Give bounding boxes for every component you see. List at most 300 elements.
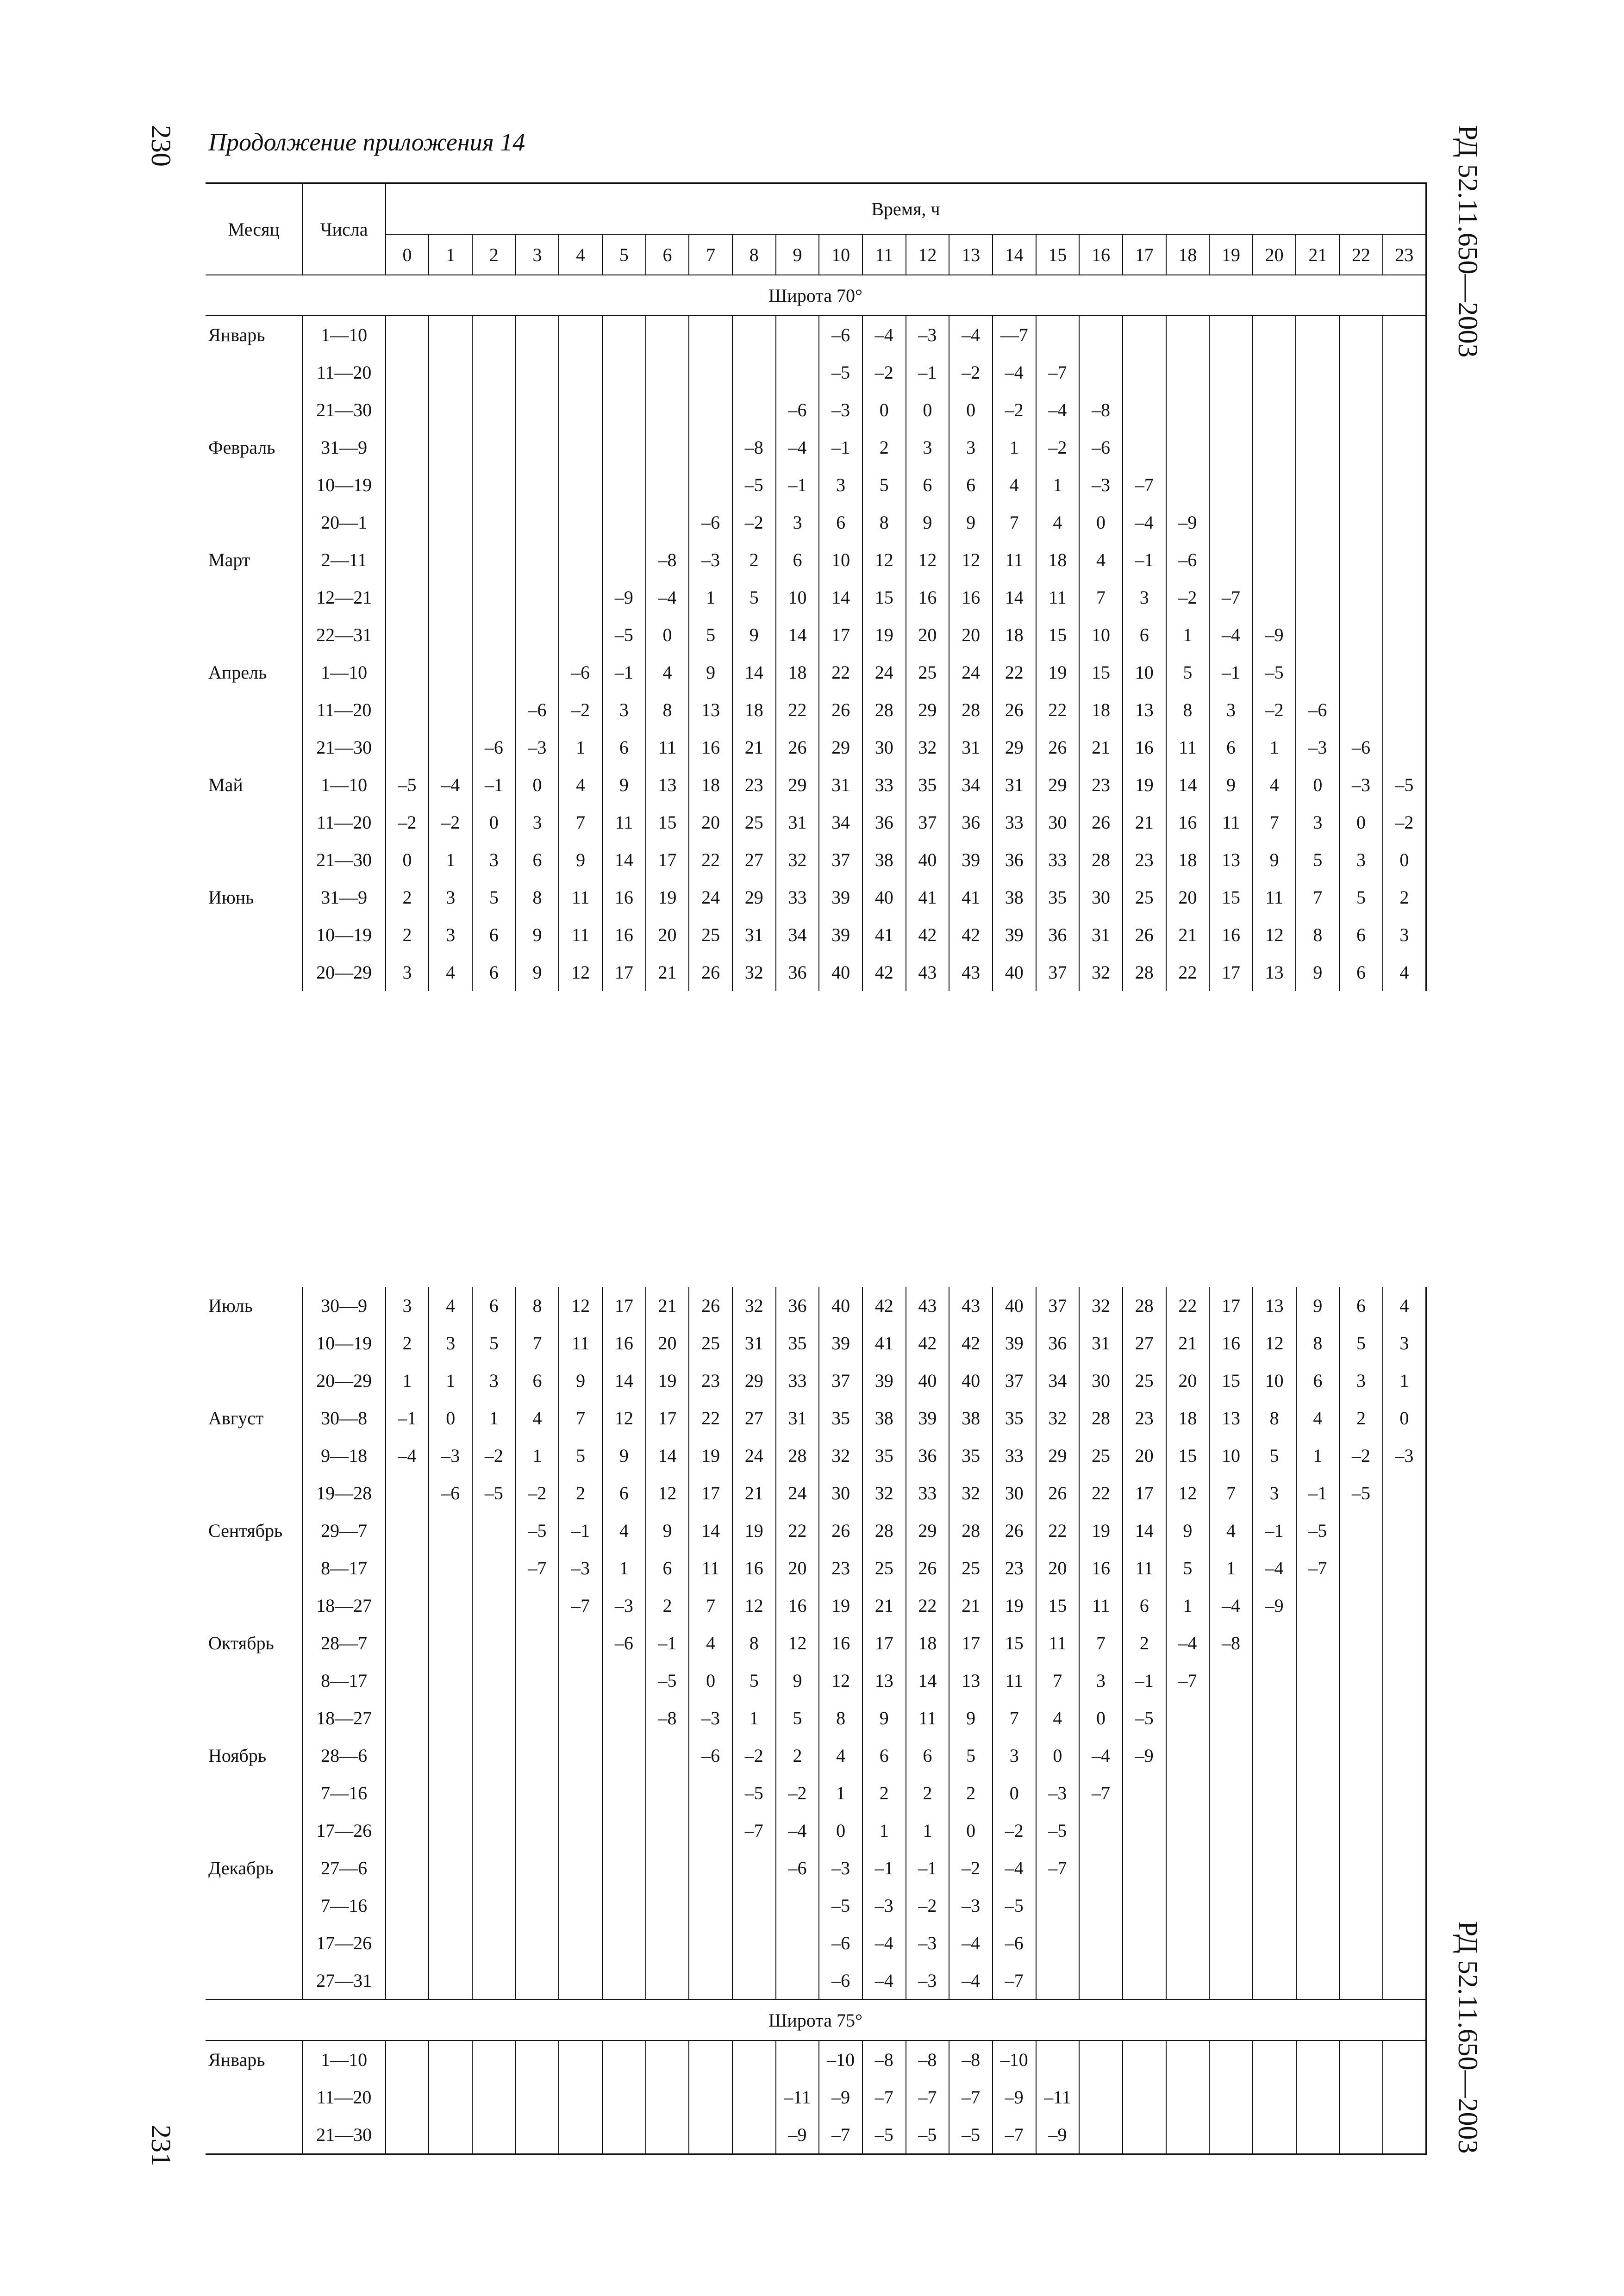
- data-table-lower: [206, 1287, 1427, 2155]
- value-cell: [429, 1849, 472, 1887]
- document-code-bottom: РД 52.11.650—2003: [1453, 1921, 1483, 2154]
- value-cell: 12: [819, 1662, 862, 1699]
- value-cell: 7: [689, 1587, 732, 1624]
- value-cell: 5: [776, 1699, 819, 1737]
- value-cell: 2: [906, 1774, 949, 1812]
- value-cell: 29: [906, 1512, 949, 1549]
- value-cell: 11: [1123, 1549, 1166, 1587]
- value-cell: –6: [516, 691, 559, 729]
- value-cell: 39: [819, 916, 862, 954]
- month-cell: [206, 804, 302, 841]
- dates-cell: 31—9: [302, 429, 385, 466]
- value-cell: 6: [516, 1362, 559, 1399]
- value-cell: 42: [862, 954, 906, 991]
- value-cell: [1209, 1962, 1253, 2000]
- value-cell: –5: [732, 1774, 776, 1812]
- value-cell: [646, 1774, 689, 1812]
- value-cell: –3: [906, 1962, 949, 2000]
- value-cell: [472, 691, 516, 729]
- value-cell: [1079, 1812, 1123, 1849]
- value-cell: 6: [602, 729, 646, 766]
- dates-cell: 1—10: [302, 316, 385, 354]
- value-cell: 4: [559, 766, 602, 804]
- value-cell: 7: [1253, 804, 1296, 841]
- value-cell: 8: [1253, 1399, 1296, 1437]
- value-cell: 2: [646, 1587, 689, 1624]
- value-cell: [1079, 1924, 1123, 1962]
- value-cell: [732, 2078, 776, 2116]
- value-cell: 0: [993, 1774, 1036, 1812]
- value-cell: 16: [602, 1324, 646, 1362]
- value-cell: –2: [949, 354, 993, 391]
- value-cell: 34: [776, 916, 819, 954]
- value-cell: [429, 316, 472, 354]
- value-cell: [559, 1924, 602, 1962]
- value-cell: –2: [862, 354, 906, 391]
- dates-cell: 30—9: [302, 1287, 385, 1324]
- value-cell: 22: [906, 1587, 949, 1624]
- value-cell: 19: [993, 1587, 1036, 1624]
- value-cell: 7: [993, 1699, 1036, 1737]
- value-cell: [689, 2040, 732, 2078]
- value-cell: –6: [819, 316, 862, 354]
- value-cell: 3: [1339, 1362, 1383, 1399]
- value-cell: [386, 1624, 429, 1662]
- value-cell: [1123, 2116, 1166, 2154]
- value-cell: 9: [949, 1699, 993, 1737]
- value-cell: 39: [993, 1324, 1036, 1362]
- value-cell: 32: [1079, 1287, 1123, 1324]
- value-cell: [1339, 654, 1383, 691]
- value-cell: –4: [1209, 1587, 1253, 1624]
- value-cell: 18: [906, 1624, 949, 1662]
- value-cell: 13: [646, 766, 689, 804]
- value-cell: [516, 1812, 559, 1849]
- value-cell: [1036, 316, 1080, 354]
- value-cell: 5: [559, 1437, 602, 1474]
- dates-cell: 21—30: [302, 391, 385, 429]
- value-cell: [689, 1924, 732, 1962]
- value-cell: 4: [516, 1399, 559, 1437]
- value-cell: –5: [1036, 1812, 1080, 1849]
- value-cell: 34: [819, 804, 862, 841]
- value-cell: [602, 2040, 646, 2078]
- table-row: [206, 954, 1426, 991]
- value-cell: [429, 579, 472, 616]
- value-cell: 28: [1123, 954, 1166, 991]
- value-cell: [732, 316, 776, 354]
- value-cell: [1296, 429, 1339, 466]
- value-cell: 36: [776, 1287, 819, 1324]
- table-row: [206, 804, 1426, 841]
- value-cell: –1: [559, 1512, 602, 1549]
- value-cell: [1383, 1512, 1426, 1549]
- value-cell: –1: [1253, 1512, 1296, 1549]
- value-cell: 21: [1166, 1324, 1210, 1362]
- value-cell: [472, 616, 516, 654]
- header-hour: 19: [1209, 234, 1253, 275]
- value-cell: –1: [386, 1399, 429, 1437]
- value-cell: 1: [993, 429, 1036, 466]
- value-cell: 29: [732, 879, 776, 916]
- table-body-upper: [206, 275, 1426, 991]
- value-cell: [429, 1812, 472, 1849]
- value-cell: [1036, 1962, 1080, 2000]
- value-cell: 28: [1079, 841, 1123, 879]
- value-cell: 2: [862, 429, 906, 466]
- value-cell: 3: [429, 916, 472, 954]
- month-cell: [206, 1474, 302, 1512]
- value-cell: [646, 1887, 689, 1924]
- value-cell: [1383, 1774, 1426, 1812]
- value-cell: –1: [472, 766, 516, 804]
- value-cell: 4: [646, 654, 689, 691]
- value-cell: 37: [1036, 1287, 1080, 1324]
- value-cell: [429, 2040, 472, 2078]
- value-cell: [429, 466, 472, 504]
- value-cell: 24: [862, 654, 906, 691]
- month-cell: Август: [208, 1408, 264, 1429]
- value-cell: 1: [1383, 1362, 1426, 1399]
- value-cell: 12: [949, 541, 993, 579]
- table-row: [206, 1887, 1426, 1924]
- value-cell: 4: [1079, 541, 1123, 579]
- value-cell: 22: [776, 691, 819, 729]
- value-cell: [386, 1699, 429, 1737]
- value-cell: [516, 466, 559, 504]
- value-cell: 1: [1209, 1549, 1253, 1587]
- value-cell: 3: [906, 429, 949, 466]
- value-cell: [646, 391, 689, 429]
- value-cell: 18: [689, 766, 732, 804]
- value-cell: 20: [1036, 1549, 1080, 1587]
- value-cell: 8: [646, 691, 689, 729]
- table-row: [206, 391, 1426, 429]
- value-cell: [1383, 1924, 1426, 1962]
- value-cell: 11: [906, 1699, 949, 1737]
- value-cell: –7: [862, 2078, 906, 2116]
- value-cell: 0: [1296, 766, 1339, 804]
- value-cell: [1296, 616, 1339, 654]
- value-cell: [386, 729, 429, 766]
- value-cell: 6: [516, 841, 559, 879]
- month-cell: Июнь: [208, 887, 254, 908]
- value-cell: 32: [732, 1287, 776, 1324]
- value-cell: [732, 354, 776, 391]
- table-row: [206, 916, 1426, 954]
- value-cell: 13: [1253, 1287, 1296, 1324]
- value-cell: –4: [1036, 391, 1080, 429]
- table-row: [206, 841, 1426, 879]
- value-cell: [559, 616, 602, 654]
- value-cell: –2: [516, 1474, 559, 1512]
- value-cell: [1079, 1887, 1123, 1924]
- value-cell: [1383, 1887, 1426, 1924]
- value-cell: 6: [602, 1474, 646, 1512]
- value-cell: –4: [949, 1962, 993, 2000]
- table-row: [206, 654, 1426, 691]
- value-cell: [516, 579, 559, 616]
- dates-cell: 27—6: [302, 1849, 385, 1887]
- value-cell: [559, 1887, 602, 1924]
- value-cell: 0: [906, 391, 949, 429]
- value-cell: 8: [516, 879, 559, 916]
- value-cell: [386, 1812, 429, 1849]
- value-cell: –2: [906, 1887, 949, 1924]
- value-cell: –1: [862, 1849, 906, 1887]
- value-cell: 1: [429, 841, 472, 879]
- value-cell: 4: [819, 1737, 862, 1774]
- value-cell: 4: [1036, 504, 1080, 541]
- header-dates: Числа: [302, 183, 385, 275]
- value-cell: 0: [1339, 804, 1383, 841]
- value-cell: [472, 654, 516, 691]
- value-cell: [1296, 1624, 1340, 1662]
- value-cell: [1383, 1849, 1426, 1887]
- value-cell: [1383, 1812, 1426, 1849]
- value-cell: [1209, 504, 1253, 541]
- value-cell: 20: [646, 916, 689, 954]
- value-cell: [1339, 2116, 1383, 2154]
- value-cell: –8: [1209, 1624, 1253, 1662]
- value-cell: –7: [1079, 1774, 1123, 1812]
- month-cell: [206, 1324, 302, 1362]
- value-cell: [1296, 541, 1339, 579]
- value-cell: [602, 1699, 646, 1737]
- value-cell: 5: [949, 1737, 993, 1774]
- value-cell: 17: [949, 1624, 993, 1662]
- value-cell: –4: [993, 1849, 1036, 1887]
- value-cell: [689, 1774, 732, 1812]
- value-cell: 29: [1036, 1437, 1080, 1474]
- value-cell: [472, 1624, 516, 1662]
- value-cell: 9: [862, 1699, 906, 1737]
- header-hour: 13: [949, 234, 993, 275]
- value-cell: [472, 316, 516, 354]
- value-cell: [386, 616, 429, 654]
- value-cell: 31: [993, 766, 1036, 804]
- value-cell: [472, 1662, 516, 1699]
- value-cell: –4: [862, 1924, 906, 1962]
- header-hour: 12: [906, 234, 949, 275]
- value-cell: 21: [646, 954, 689, 991]
- table-row: [206, 1924, 1426, 1962]
- value-cell: [1339, 504, 1383, 541]
- month-cell: [206, 616, 302, 654]
- value-cell: 14: [1166, 766, 1210, 804]
- value-cell: [1123, 391, 1166, 429]
- value-cell: [1253, 354, 1296, 391]
- value-cell: 22: [1166, 954, 1210, 991]
- value-cell: –1: [646, 1624, 689, 1662]
- value-cell: 7: [1209, 1474, 1253, 1512]
- dates-cell: 21—30: [302, 729, 385, 766]
- dates-cell: 10—19: [302, 466, 385, 504]
- value-cell: [1296, 1924, 1340, 1962]
- value-cell: 1: [1296, 1437, 1340, 1474]
- value-cell: 17: [602, 1287, 646, 1324]
- value-cell: [472, 2078, 516, 2116]
- value-cell: –3: [819, 1849, 862, 1887]
- dates-cell: 22—31: [302, 616, 385, 654]
- value-cell: [776, 1924, 819, 1962]
- value-cell: [1253, 504, 1296, 541]
- value-cell: –7: [732, 1812, 776, 1849]
- header-hour: 11: [862, 234, 906, 275]
- value-cell: [602, 1962, 646, 2000]
- value-cell: 19: [732, 1512, 776, 1549]
- table-row: [206, 1474, 1426, 1512]
- value-cell: 12: [559, 1287, 602, 1324]
- value-cell: –9: [819, 2078, 862, 2116]
- value-cell: [1079, 316, 1123, 354]
- value-cell: [472, 1699, 516, 1737]
- value-cell: 9: [1296, 954, 1339, 991]
- dates-cell: 19—28: [302, 1474, 385, 1512]
- table-row: [206, 2078, 1426, 2116]
- value-cell: 40: [862, 879, 906, 916]
- value-cell: [1383, 1699, 1426, 1737]
- value-cell: 29: [732, 1362, 776, 1399]
- value-cell: 0: [819, 1812, 862, 1849]
- value-cell: 42: [949, 1324, 993, 1362]
- value-cell: [602, 429, 646, 466]
- value-cell: 3: [386, 954, 429, 991]
- value-cell: 11: [559, 916, 602, 954]
- month-cell: [206, 504, 302, 541]
- value-cell: [1296, 1812, 1340, 1849]
- value-cell: 15: [1166, 1437, 1210, 1474]
- value-cell: [1166, 316, 1210, 354]
- value-cell: 3: [776, 504, 819, 541]
- value-cell: 32: [1036, 1399, 1080, 1437]
- value-cell: [472, 1924, 516, 1962]
- value-cell: [1123, 354, 1166, 391]
- value-cell: 26: [776, 729, 819, 766]
- dates-cell: 29—7: [302, 1512, 385, 1549]
- value-cell: [516, 616, 559, 654]
- value-cell: 15: [646, 804, 689, 841]
- table-row: [206, 1324, 1426, 1362]
- value-cell: –4: [776, 1812, 819, 1849]
- value-cell: [1296, 579, 1339, 616]
- value-cell: [1296, 391, 1339, 429]
- value-cell: 3: [949, 429, 993, 466]
- value-cell: –6: [993, 1924, 1036, 1962]
- value-cell: 6: [776, 541, 819, 579]
- value-cell: [472, 1962, 516, 2000]
- value-cell: 23: [1123, 841, 1166, 879]
- value-cell: –7: [1209, 579, 1253, 616]
- value-cell: [386, 429, 429, 466]
- value-cell: [646, 1962, 689, 2000]
- dates-cell: 27—31: [302, 1962, 385, 2000]
- value-cell: –5: [1296, 1512, 1340, 1549]
- dates-cell: 8—17: [302, 1662, 385, 1699]
- value-cell: 25: [1079, 1437, 1123, 1474]
- value-cell: 39: [862, 1362, 906, 1399]
- value-cell: [1339, 541, 1383, 579]
- value-cell: [1296, 1662, 1340, 1699]
- value-cell: [472, 391, 516, 429]
- value-cell: 43: [949, 1287, 993, 1324]
- value-cell: 35: [862, 1437, 906, 1474]
- value-cell: 26: [993, 1512, 1036, 1549]
- value-cell: 26: [689, 954, 732, 991]
- value-cell: 6: [949, 466, 993, 504]
- value-cell: –2: [472, 1437, 516, 1474]
- value-cell: [1079, 354, 1123, 391]
- value-cell: 10: [1209, 1437, 1253, 1474]
- value-cell: 5: [1166, 1549, 1210, 1587]
- value-cell: –5: [1123, 1699, 1166, 1737]
- value-cell: 40: [819, 1287, 862, 1324]
- value-cell: [646, 1924, 689, 1962]
- value-cell: 12: [646, 1474, 689, 1512]
- value-cell: [559, 2040, 602, 2078]
- value-cell: 5: [472, 1324, 516, 1362]
- value-cell: –11: [776, 2078, 819, 2116]
- value-cell: –7: [949, 2078, 993, 2116]
- value-cell: 19: [1079, 1512, 1123, 1549]
- table-row: [206, 879, 1426, 916]
- value-cell: –7: [516, 1549, 559, 1587]
- value-cell: –3: [516, 729, 559, 766]
- value-cell: [1253, 1737, 1296, 1774]
- latitude-label: Широта 70°: [206, 275, 1426, 316]
- value-cell: 15: [993, 1624, 1036, 1662]
- value-cell: [559, 316, 602, 354]
- value-cell: 42: [949, 916, 993, 954]
- value-cell: 10: [1079, 616, 1123, 654]
- value-cell: 43: [949, 954, 993, 991]
- value-cell: [516, 429, 559, 466]
- value-cell: 17: [819, 616, 862, 654]
- value-cell: 21: [1123, 804, 1166, 841]
- value-cell: [602, 1924, 646, 1962]
- value-cell: 7: [993, 504, 1036, 541]
- value-cell: 28: [1123, 1287, 1166, 1324]
- value-cell: [386, 1662, 429, 1699]
- value-cell: 6: [906, 1737, 949, 1774]
- value-cell: [1339, 579, 1383, 616]
- value-cell: 22: [993, 654, 1036, 691]
- value-cell: [1383, 316, 1426, 354]
- value-cell: 25: [862, 1549, 906, 1587]
- value-cell: [429, 1924, 472, 1962]
- value-cell: 7: [559, 1399, 602, 1437]
- value-cell: 0: [1383, 841, 1426, 879]
- value-cell: [559, 2078, 602, 2116]
- value-cell: 39: [906, 1399, 949, 1437]
- value-cell: 24: [732, 1437, 776, 1474]
- value-cell: [689, 1812, 732, 1849]
- table-row: [206, 729, 1426, 766]
- value-cell: [472, 466, 516, 504]
- value-cell: 18: [732, 691, 776, 729]
- value-cell: [429, 1624, 472, 1662]
- value-cell: –7: [559, 1587, 602, 1624]
- value-cell: [516, 316, 559, 354]
- value-cell: 4: [1383, 1287, 1426, 1324]
- value-cell: [1166, 1924, 1210, 1962]
- month-cell: [206, 841, 302, 879]
- value-cell: [776, 316, 819, 354]
- value-cell: 13: [1209, 841, 1253, 879]
- value-cell: –2: [1339, 1437, 1383, 1474]
- value-cell: [1339, 2078, 1383, 2116]
- value-cell: 9: [1253, 841, 1296, 879]
